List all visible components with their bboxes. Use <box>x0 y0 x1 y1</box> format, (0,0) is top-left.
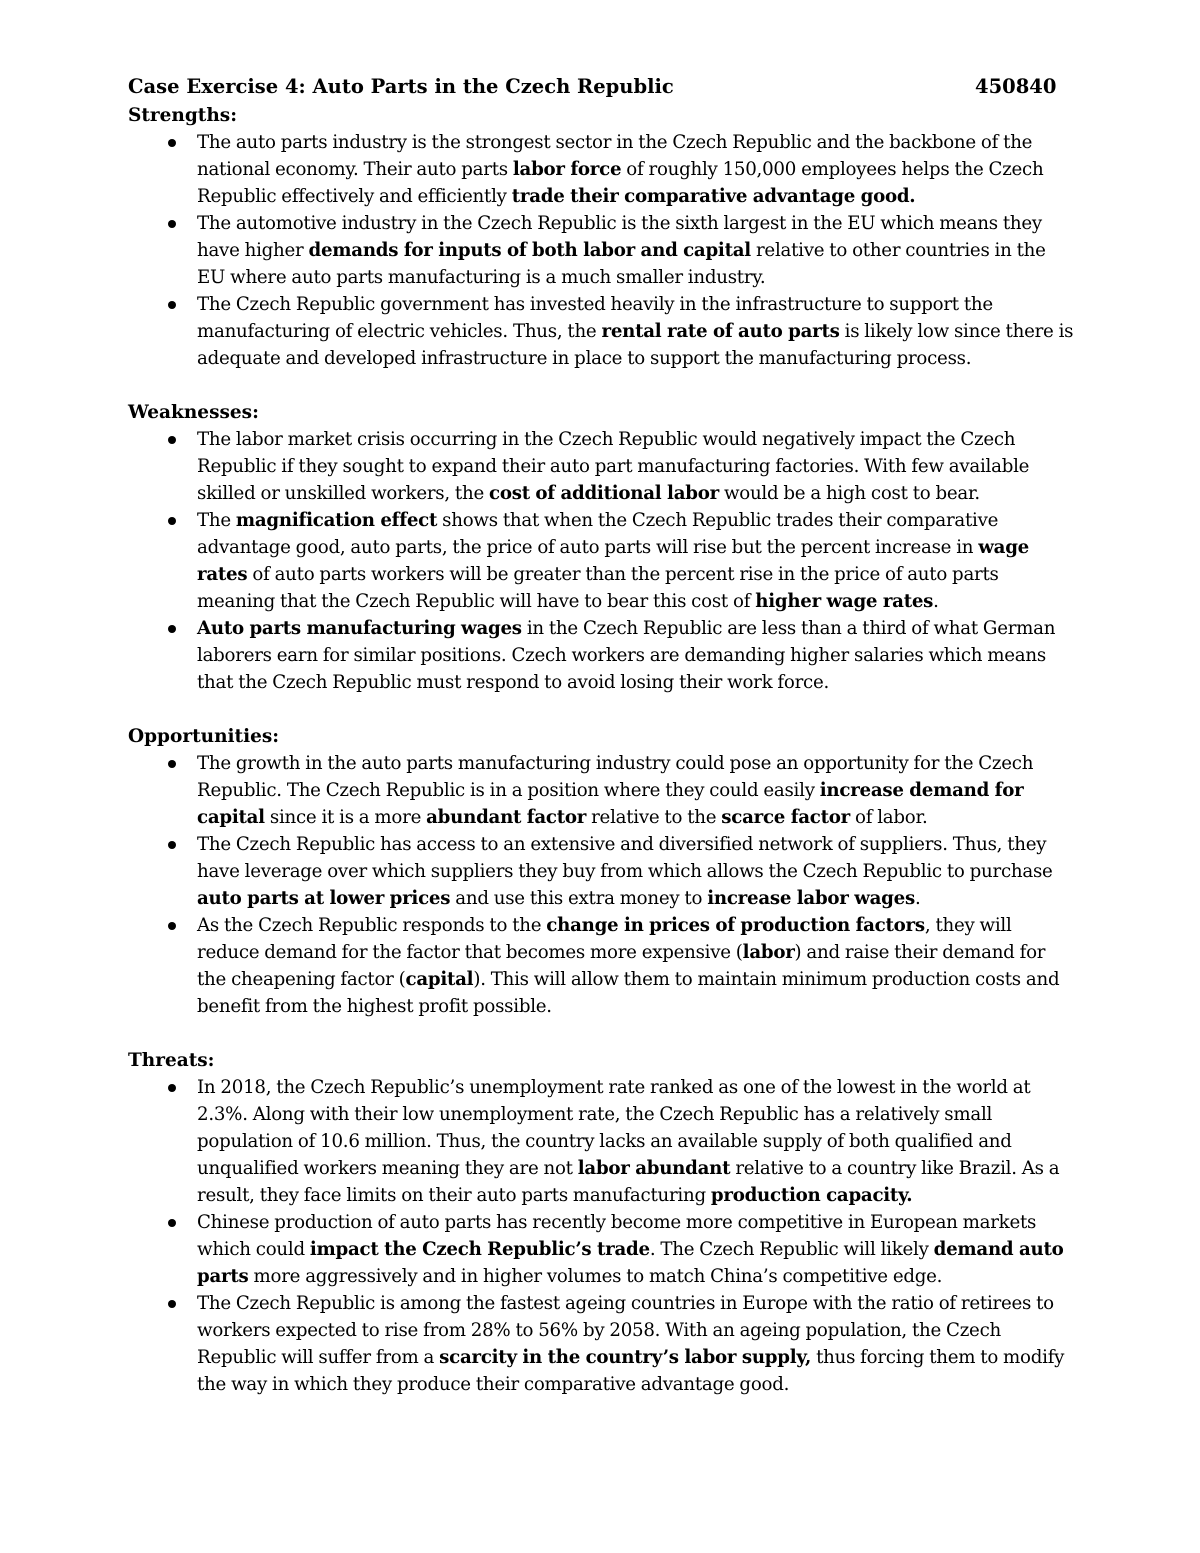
swot-sections <box>128 102 1078 1398</box>
text-run: is likely low since there is adequate and developed infrastructure in place to support the manufacturing process. <box>197 321 1074 369</box>
text-run: in the Czech Republic are less than a third of what German laborers earn for similar positions. Czech workers are demanding higher salaries which means that the Czech Republic must respond to avoid losing their work force. <box>197 618 1056 693</box>
bullet-icon <box>168 139 176 147</box>
list-item <box>128 1074 1078 1209</box>
bullet-icon <box>168 841 176 849</box>
bullet-icon <box>168 625 176 633</box>
bold-text: trade their comparative advantage good. <box>511 186 916 207</box>
document-page <box>128 72 1078 1398</box>
list-item <box>128 210 1078 291</box>
bullet-icon <box>168 1219 176 1227</box>
text-run: The Czech Republic government has invested heavily in the infrastructure to support the manufacturing of electric vehicles. Thus, the <box>197 294 993 342</box>
bold-text: labor <box>742 942 795 963</box>
list-item <box>128 129 1078 210</box>
bullet-list <box>128 1074 1078 1398</box>
text-run: . The Czech Republic will likely <box>649 1239 934 1260</box>
list-item <box>128 291 1078 372</box>
text-run: . <box>933 591 939 612</box>
text-run: In 2018, the Czech Republic’s unemployment rate ranked as one of the lowest in the world at 2.3%. Along with their low unemployment rate, the Czech Republic has a relatively small population of 10.6 million. Thus, the country lacks an available supply of both qualified and unqualified workers meaning they are not <box>197 1077 1031 1179</box>
text-run: ) and raise their demand for the cheapening factor ( <box>197 942 1046 990</box>
document-id: 450840 <box>975 75 1057 98</box>
text-run: The growth in the auto parts manufacturing industry could pose an opportunity for the Czech Republic. The Czech Republic is in a position where they could easily <box>197 753 1034 801</box>
document-header <box>128 72 1078 102</box>
bullet-icon <box>168 301 176 309</box>
bold-text: higher wage rates <box>755 591 934 612</box>
bullet-icon <box>168 922 176 930</box>
text-run: The Czech Republic has access to an extensive and diversified network of suppliers. Thus, they have leverage over which suppliers they buy from which allows the Czech Republic to purchase <box>197 834 1053 882</box>
text-run: ). This will allow them to maintain minimum production costs and benefit from the highest profit possible. <box>197 969 1060 1017</box>
section-strengths <box>128 102 1078 372</box>
bold-text: magnification effect <box>235 510 438 531</box>
section-opportunities <box>128 723 1078 1020</box>
bold-text: abundant factor <box>426 807 587 828</box>
text-run: and use this extra money to <box>450 888 708 909</box>
text-run: The <box>197 510 236 531</box>
list-item <box>128 912 1078 1020</box>
bold-text: scarce factor <box>721 807 850 828</box>
list-item <box>128 507 1078 615</box>
list-item <box>128 1290 1078 1398</box>
text-run: more aggressively and in higher volumes to match China’s competitive edge. <box>248 1266 943 1287</box>
section-heading: Strengths: <box>128 105 238 126</box>
bold-text: cost of additional labor <box>489 483 719 504</box>
list-item <box>128 831 1078 912</box>
bold-text: labor force <box>512 159 622 180</box>
section-spacer <box>128 372 1078 399</box>
section-threats <box>128 1047 1078 1398</box>
bullet-icon <box>168 517 176 525</box>
section-heading: Threats: <box>128 1050 215 1071</box>
section-heading: Opportunities: <box>128 726 280 747</box>
list-item <box>128 1209 1078 1290</box>
section-weaknesses <box>128 399 1078 696</box>
bullet-list <box>128 129 1078 372</box>
bullet-icon <box>168 1084 176 1092</box>
list-item <box>128 426 1078 507</box>
list-item <box>128 750 1078 831</box>
section-spacer <box>128 696 1078 723</box>
text-run: relative to a country like Brazil. As a result, they face limits on their auto parts manufacturing <box>197 1158 1060 1206</box>
text-run: The automotive industry in the Czech Republic is the sixth largest in the EU which means they have higher <box>197 213 1042 261</box>
text-run: Chinese production of auto parts has recently become more competitive in European markets which could <box>197 1212 1037 1260</box>
document-title: Case Exercise 4: Auto Parts in the Czech Republic <box>128 75 674 98</box>
text-run: , they will reduce demand for the factor that becomes more expensive ( <box>197 915 1012 963</box>
bullet-icon <box>168 220 176 228</box>
bold-text: increase labor wages <box>707 888 915 909</box>
list-item <box>128 615 1078 696</box>
bold-text: production capacity. <box>710 1185 913 1206</box>
bullet-icon <box>168 436 176 444</box>
bold-text: Auto parts manufacturing wages <box>197 618 522 639</box>
text-run: relative to other countries in the EU where auto parts manufacturing is a much smaller industry. <box>197 240 1046 288</box>
text-run: of roughly 150,000 employees helps the Czech Republic effectively and efficiently <box>197 159 1044 207</box>
bold-text: impact the Czech Republic’s trade <box>309 1239 650 1260</box>
text-run: The auto parts industry is the strongest sector in the Czech Republic and the backbone of the national economy. Their auto parts <box>197 132 1033 180</box>
text-run: of auto parts workers will be greater than the percent rise in the price of auto parts meaning that the Czech Republic will have to bear this cost of <box>197 564 999 612</box>
section-spacer <box>128 1020 1078 1047</box>
bold-text: demands for inputs of both labor and capital <box>308 240 751 261</box>
bullet-icon <box>168 1300 176 1308</box>
bold-text: scarcity in the country’s labor supply, <box>439 1347 812 1368</box>
bold-text: rental rate of auto parts <box>601 321 840 342</box>
text-run: The labor market crisis occurring in the Czech Republic would negatively impact the Czech Republic if they sought to expand their auto part manufacturing factories. With few available skilled or unskilled workers, the <box>197 429 1030 504</box>
text-run: would be a high cost to bear. <box>718 483 980 504</box>
section-heading: Weaknesses: <box>128 402 259 423</box>
text-run: . <box>914 888 921 909</box>
text-run: The Czech Republic is among the fastest ageing countries in Europe with the ratio of retirees to workers expected to rise from 28% to 56% by 2058. With an ageing population, the Czech Republic will suffer from a <box>197 1293 1054 1368</box>
bold-text: labor abundant <box>577 1158 731 1179</box>
text-run: relative to the <box>586 807 722 828</box>
bold-text: wage rates <box>197 537 1029 585</box>
bold-text: increase demand for capital <box>197 780 1024 828</box>
text-run: shows that when the Czech Republic trades their comparative advantage good, auto parts, the price of auto parts will rise but the percent increase in <box>197 510 999 558</box>
text-run: thus forcing them to modify the way in which they produce their comparative advantage good. <box>197 1347 1065 1395</box>
bold-text: demand auto parts <box>197 1239 1064 1287</box>
text-run: since it is a more <box>264 807 427 828</box>
bold-text: change in prices of production factors <box>546 915 925 936</box>
bullet-list <box>128 426 1078 696</box>
bold-text: auto parts at lower prices <box>197 888 451 909</box>
bullet-list <box>128 750 1078 1020</box>
bold-text: capital <box>405 969 474 990</box>
text-run: As the Czech Republic responds to the <box>197 915 547 936</box>
text-run: of labor. <box>850 807 928 828</box>
bullet-icon <box>168 760 176 768</box>
